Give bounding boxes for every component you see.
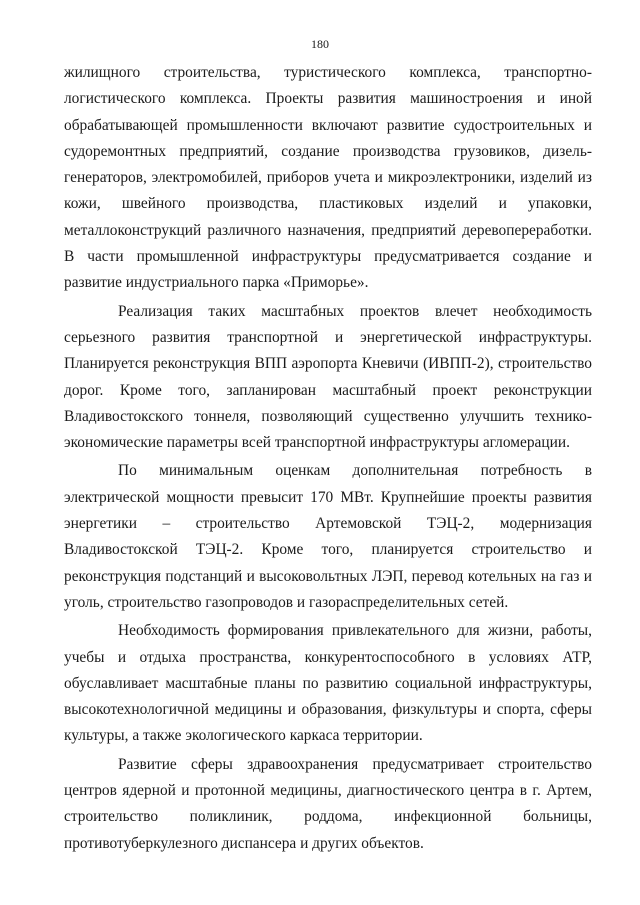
page-number: 180 xyxy=(311,37,329,51)
paragraph-4: Необходимость формирования привлекательного для жизни, работы, учебы и отдыха пространства, конкурентоспособного в условиях АТР, обуславливает масштабные планы по развитию социальной инфраструктуры, высокотехнологичной медицины и образования, физкультуры и спорта, сферы культуры, а также экологического каркаса территории. xyxy=(64,622,592,745)
paragraph-1: жилищного строительства, туристического комплекса, транспортно-логистического комплекса. Проекты развития машиностроения и иной обрабатывающей промышленности включают развитие судостроительных и судоремонтных предприятий, создание производства грузовиков, дизель-генераторов, электромобилей, приборов учета и микроэлектроники, изделий из кожи, швейного производства, пластиковых изделий и упаковки, металлоконструкций различного назначения, предприятий деревопереработки. В части промышленной инфраструктуры предусматривается создание и развитие индустриального парка «Приморье». xyxy=(64,64,592,292)
paragraph-3: По минимальным оценкам дополнительная потребность в электрической мощности превысит 170 МВт. Крупнейшие проекты развития энергетики – строительство Артемовской ТЭЦ-2, модернизация Владивостокской ТЭЦ-2. Кроме того, планируется строительство и реконструкция подстанций и высоковольтных ЛЭП, перевод котельных на газ и уголь, строительство газопроводов и газораспределительных сетей. xyxy=(64,462,592,611)
paragraph-5: Развитие сферы здравоохранения предусматривает строительство центров ядерной и протонной медицины, диагностического центра в г. Артем, строительство поликлиник, роддома, инфекционной больницы, противотуберкулезного диспансера и других объектов. xyxy=(64,755,592,852)
paragraph-2: Реализация таких масштабных проектов влечет необходимость серьезного развития транспортной и энергетической инфраструктуры. Планируется реконструкция ВПП аэропорта Кневичи (ИВПП-2), строительство дорог. Кроме того, запланирован масштабный проект реконструкции Владивостокского тоннеля, позволяющий существенно улучшить технико-экономические параметры всей транспортной инфраструктуры агломерации. xyxy=(64,302,592,452)
body-text xyxy=(64,60,592,857)
